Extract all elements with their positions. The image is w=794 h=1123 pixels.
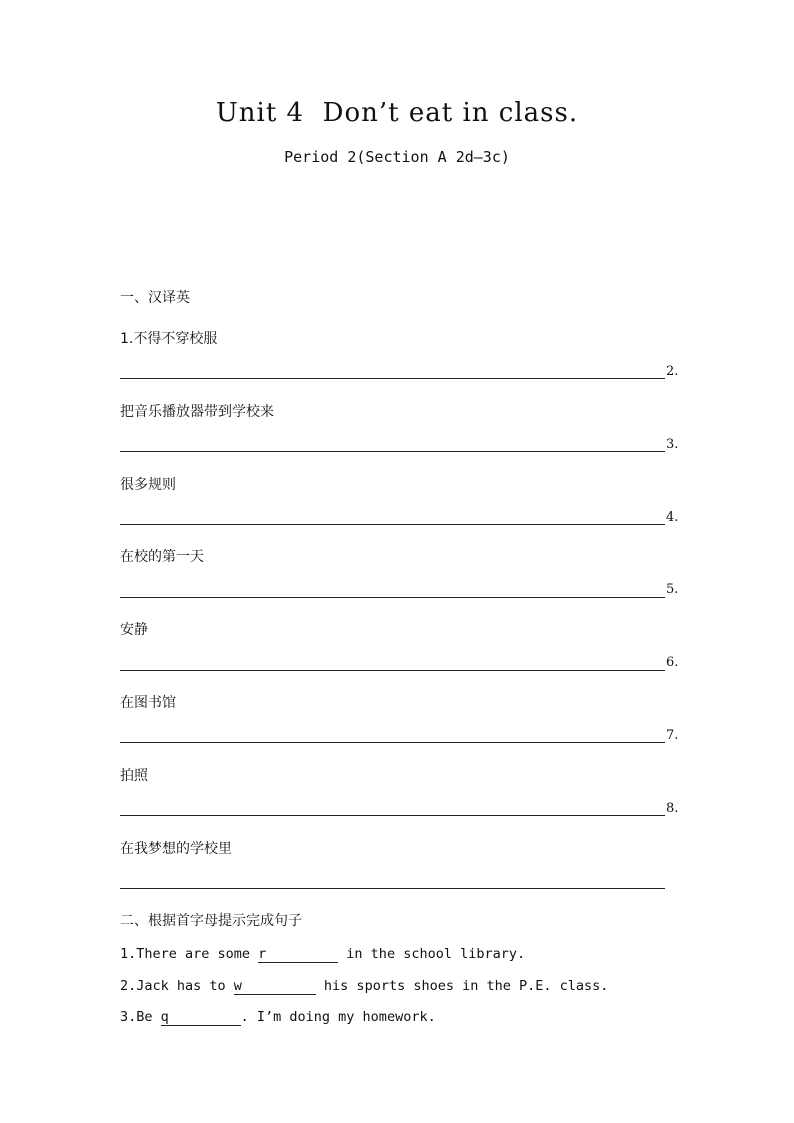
section-heading: 一、汉译英 — [120, 290, 190, 306]
question-number: 6. — [666, 655, 679, 670]
sentence-text: 2.Jack has to — [120, 978, 234, 994]
answer-line[interactable] — [120, 451, 665, 452]
page-subtitle: Period 2(Section A 2d—3c) — [284, 148, 510, 166]
fill-sentence — [120, 1009, 436, 1026]
answer-line[interactable] — [120, 597, 665, 598]
question-number: 8. — [666, 801, 679, 816]
sentence-text: . I’m doing my homework. — [240, 1009, 436, 1025]
sentence-text: 1.There are some — [120, 946, 259, 962]
question-number: 4. — [666, 510, 679, 525]
fill-sentence — [120, 978, 608, 995]
question-label: 在我梦想的学校里 — [120, 841, 232, 857]
question-label: 拍照 — [120, 768, 148, 784]
question-label: 很多规则 — [120, 477, 176, 493]
fill-sentence — [120, 946, 525, 963]
initial-letter: w — [233, 978, 242, 994]
question-number: 3. — [666, 437, 679, 452]
answer-line[interactable] — [120, 378, 665, 379]
answer-line[interactable] — [120, 888, 665, 889]
question-label: 安静 — [120, 622, 148, 638]
sentence-text: in the school library. — [338, 946, 526, 962]
initial-letter: r — [258, 946, 267, 962]
answer-line[interactable] — [120, 742, 665, 743]
question-label: 1.不得不穿校服 — [120, 331, 218, 347]
answer-line[interactable] — [120, 670, 665, 671]
question-label: 把音乐播放器带到学校来 — [120, 404, 274, 420]
question-number: 7. — [666, 728, 679, 743]
sentence-text: 3.Be — [120, 1009, 161, 1025]
section-heading: 二、根据首字母提示完成句子 — [120, 913, 302, 929]
question-number: 5. — [666, 582, 679, 597]
fill-blank[interactable] — [258, 947, 338, 963]
sentence-text: his sports shoes in the P.E. class. — [315, 978, 609, 994]
question-label: 在图书馆 — [120, 695, 176, 711]
fill-blank[interactable] — [161, 1010, 241, 1026]
question-label: 在校的第一天 — [120, 549, 204, 565]
answer-line[interactable] — [120, 815, 665, 816]
page-title: Unit 4 Don’t eat in class. — [215, 98, 579, 128]
fill-blank[interactable] — [234, 979, 316, 995]
question-number: 2. — [666, 364, 679, 379]
initial-letter: q — [160, 1009, 169, 1025]
answer-line[interactable] — [120, 524, 665, 525]
